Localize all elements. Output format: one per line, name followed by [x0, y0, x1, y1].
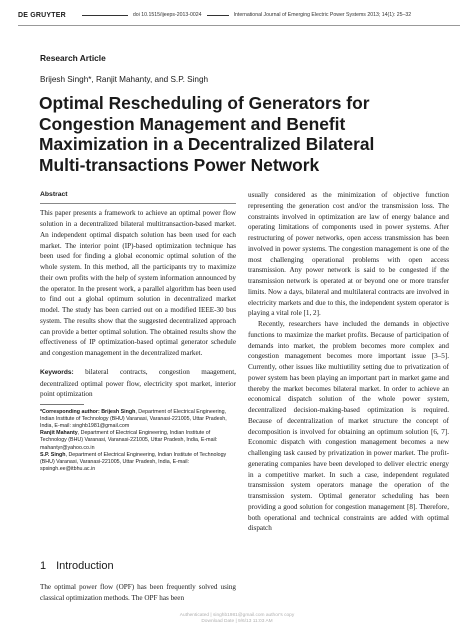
footnote-affiliation: , Department of Electrical Engineering, Indian Institute of Technology (BHU) Varanasi, Varanasi-221005, Uttar Pradesh, India, E-mail: spsingh.ee@itbhu.ac.in [40, 451, 227, 473]
header-divider [82, 15, 128, 16]
right-column [248, 190, 449, 534]
footnote-author [40, 452, 236, 474]
header-divider [207, 15, 229, 16]
title-line: Congestion Management and Benefit [39, 113, 346, 134]
introduction-text: The optimal power flow (OPF) has been frequently solved using classical optimization methods. The OPF has been [40, 583, 236, 602]
doi-link[interactable]: doi 10.1515/ijeeps-2013-0024 [132, 12, 202, 18]
footnote-rule [40, 404, 84, 405]
footnote-affiliation: , Department of Electrical Engineering, Indian Institute of Technology (BHU) Varanasi, Varanasi-221005, Uttar Pradesh, India, E-mail: mahantyr@yahoo.co.in [40, 430, 218, 451]
author-list: Brijesh Singh*, Ranjit Mahanty, and S.P. Singh [40, 75, 209, 84]
footnote-name: *Corresponding author: Brijesh Singh [40, 408, 136, 415]
section-number: 1 [40, 560, 47, 572]
abstract-heading: Abstract [40, 191, 68, 198]
article-type: Research Article [40, 53, 106, 63]
running-header [18, 8, 460, 22]
watermark-line: Authenticated | singhb1981@gmail.com author's copy [179, 613, 295, 618]
footnote-author [40, 430, 236, 452]
download-watermark [0, 613, 474, 625]
section-title: Introduction [56, 560, 114, 572]
body-paragraph: usually considered as the minimization of objective function representing the generation cost and/or the transmission loss. The constraints involved in optimization are law of energy balance and operating limitations of components used in power systems. After restructuring of power networks, open access transmission has been involved in power systems. The congestion management is one of the most challenging operational problems with open access transmission. Any power network is said to be congested if the transmission network is operated at or beyond one or more transfer limits. Now a days, bilateral and multilateral contracts are involved in electricity markets and due to this, the independent system operator is playing a vital role [1, 2]. [248, 191, 449, 318]
left-column [40, 190, 236, 400]
journal-citation: International Journal of Emerging Electric Power Systems 2013; 14(1): 25–32 [233, 12, 412, 18]
publisher-logo: DE GRUYTER [18, 11, 66, 19]
keywords-label: Keywords: [40, 368, 74, 376]
abstract-rule [40, 203, 236, 204]
title-line: Maximization in a Decentralized Bilateral [39, 134, 375, 154]
abstract-text: This paper presents a framework to achieve an optimal power flow solution in a decentralized bilateral multitransaction-based market. An independent optimal dispatch solution has been used for each market. The interior point (IP)-based optimization technique has been used for finding a global economic optimal solution of the whole system. In this method, all the participants try to maximize their own profits with the help of system information announced by the operator. In the present work, a parallel algorithm has been used to find out a global optimum solution in decentralized market model. The study has been carried out on a modified IEEE-30 bus system. The results show that the suggested decentralized approach can provide a better optimal solution. The obtained results show the effectiveness of IP optimization-based optimal generator schedule and congestion management in the decentralized market. [40, 209, 236, 358]
title-line: Multi-transactions Power Network [39, 154, 320, 175]
watermark-line: Download Date | 9/6/13 11:03 AM [201, 619, 273, 625]
footnote-corresponding-author [40, 409, 236, 431]
header-rule [18, 25, 460, 26]
footnote-name: Ranjit Mahanty [40, 430, 78, 437]
section-heading [40, 560, 114, 572]
title-line: Optimal Rescheduling of Generators for [39, 93, 370, 113]
article-title [39, 93, 399, 175]
author-footnotes [40, 404, 236, 473]
body-paragraph: Recently, researchers have included the demands in objective functions to maximize the market profits. Because of participation of demands into market, the problem becomes more complex and congestion management becomes more important issue [3–5]. Currently, other issues like multiutility setting due to privatization of power system has been playing an important part in market game and thereby the market becomes bilateral market. In order to achieve an economical dispatch solution of the whole power system, decentralized decision-making-based optimization is required. Because of decentralization of market structure the concept of decomposition is involved for obtaining an optimum solution [6, 7]. Economic dispatch with congestion management becomes a new challenging task caused by privatization in power market. The profit-generating companies have been developed to deliver electric energy in a competitive market. In such a case, independent regulated transmission system operators manage the operation of the transmission system. Optimal generator scheduling has been providing a good solution for congestion management [8]. Therefore, both operational and technical constraints are added with optimal dispatch [248, 320, 449, 533]
keywords [40, 367, 236, 400]
footnote-affiliation: , Department of Electrical Engineering, Indian Institute of Technology (BHU) Varanasi, Varanasi-221005, Uttar Pradesh, India, E-mail: singhb1981@gmail.com [40, 408, 227, 429]
footnote-name: S.P. Singh [40, 451, 66, 458]
keywords-text: bilateral contracts, congestion maagement, decentralized optimal power flow, electricity spot market, interior point optimization [40, 367, 236, 399]
